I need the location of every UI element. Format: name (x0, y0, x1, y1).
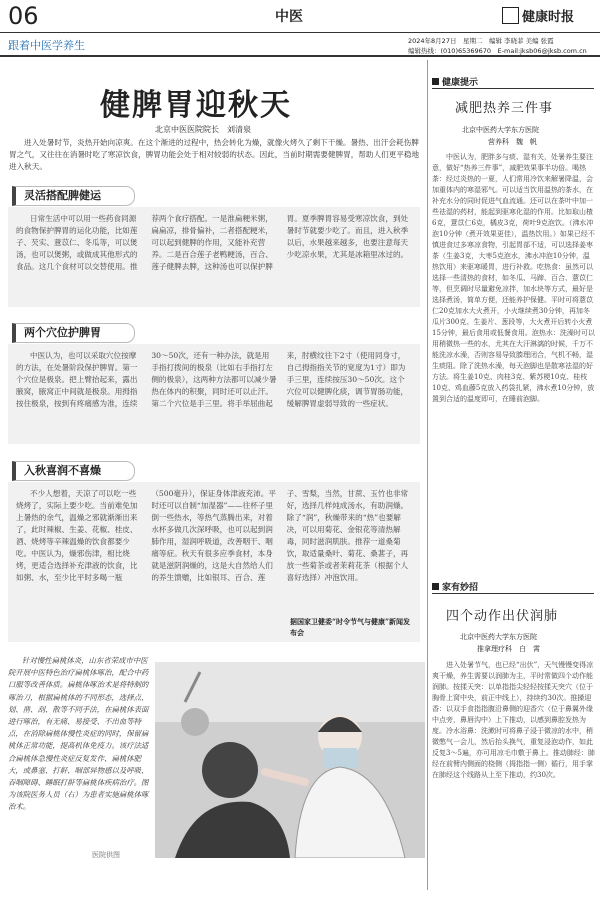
section-name: 中医 (275, 9, 303, 25)
header-divider (0, 32, 600, 33)
section3-panel (8, 482, 420, 642)
section2-text: 中医认为，也可以采取穴位按摩的方法，在处暑阶段保护脾胃。第一个穴位是极泉。把上臂抬起来，露出腋窝，腋窝正中间就是极泉。用拇指按住极泉，按到有疼痛感为准，连续30～50次，还有一种办法，就是用手指打拨间的极泉（比如右手指打左侧的极泉），这两种方法都可以减少暑热在体内的积聚，同时还可以止汗。第二个穴位是手三里。将手举屈曲起来，肘横纹往下2寸（使用同身寸，自己拇指指关节的宽度为1寸）即为手三里，连续按压30～50次。这个穴位可以健脾化痰，调节胃肠功能，缓解脾胃虚弱导致的一些症状。 (16, 351, 409, 408)
square-bullet-icon (432, 583, 439, 590)
column-name: 跟着中医学养生 (8, 39, 85, 52)
home-tips-author-line: 北京中医药大学东方医院 (460, 633, 537, 641)
photo-credit: 医院供图 (92, 851, 120, 859)
header-bottom-rule (0, 55, 600, 57)
newspaper-logo (502, 6, 574, 25)
home-tips-title: 四个动作出伏润肺 (446, 609, 559, 624)
logo-icon (502, 7, 519, 24)
square-bullet-icon (432, 78, 439, 85)
main-title: 健脾胃迎秋天 (100, 88, 292, 123)
home-tips-text: 进入处暑节气，也已经“出伏”，天气慢慢变得凉爽干燥，养生需要以润肺为主，平时常做四个动作能润肺。按揉天突：以单指指尖轻轻按揉天突穴（位于胸骨上窝中央，前正中线上），持续约30次。推搡迎香：以双手食指指腹沿鼻侧的迎香穴（位于鼻翼外缘中点旁，鼻唇沟中）上下推动，以感到鼻腔发热为度。冷水浴鼻：洗漱时可将鼻子浸于微凉的水中，稍微憋气一会儿，然后抬头换气，重复浸泡动作，如此反复3～5遍，亦可用凉毛巾敷于鼻上。推动肺经：肺经在前臂内侧面的桡侧（拇指指一侧）循行，用手掌在肺经这个线路从上至下推动，约30次。 (432, 661, 595, 779)
home-tips-rule (432, 593, 594, 594)
section1-panel (8, 207, 420, 307)
health-tip-author-name: 营养科 魏 帆 (488, 138, 537, 146)
date-line: 2024年8月27日 星期二 编辑 李晓菲 美编 张霞 (408, 37, 554, 45)
logo-text: 健康时报 (522, 10, 575, 25)
section3-source: 据国家卫健委“时令节气与健康”新闻发布会 (290, 617, 411, 637)
clinic-photo (155, 662, 425, 858)
health-tip-text: 中医认为，肥胖多与痰、湿有关，处暑养生要注意，做好“热养三件事”，减肥效果事半功倍。喝热茶：经过炎热的一夏，人们常用冷饮来解暑降温，会加重体内的寒湿邪气。可以适当饮用温热的茶水，在补充水分的同时促进气血流通。还可以在茶叶中加一些祛湿的药材，能起到驱寒化湿的作用。比如取山楂6克，薏苡仁6克，橘皮3克，荷叶9克泡饮。（沸水冲泡10分钟（煮开效果更佳），温热饮用。）如果已经不慎进食过多寒凉食物，引起胃部不适，可以选择姜枣茶（生姜3克，大枣5克泡水，沸水冲泡10分钟，温热饮用）来驱寒暖胃，进行补救。吃热食：虽然可以选择一些清热的食材，如冬瓜、马蹄、百合、薏苡仁等，但烹调时尽量避免凉拌，加水块等方式，最好是选择煮汤，简单方便，还能养护保健。平时可将薏苡仁20克加水大火煮开，小火继续煮30分钟，再加冬瓜片300克、生姜片、葱段等，大火煮开后转小火煮15分钟，最后食用或低餐食用。泡热水：洗澡时可以用稍微热一些的水，尤其在大汗淋漓的时候，千万不能洗凉水澡，否则容易导致腠理闭合，气机不畅，湿生痰阻。除了洗热水澡，每天泡脚也是散寒祛湿的好方法。将生姜10克、肉桂3克、紫苏梗10克、桂枝10克、鸡血藤5克放入药袋扎紧，沸水煮10分钟，放置到合适的温度即可，在睡前泡脚。 (432, 153, 595, 403)
health-tip-author-line: 北京中医药大学东方医院 (462, 126, 539, 134)
main-intro: 进入处暑时节，炎热开始向凉爽。在这个渐进的过程中，热会转化为燥，就像火烤久了剩下干燥。暑热、出汗会耗伤脾胃之气，又往往在消暑时吃了寒凉饮食，脾胃功能会处于相对较弱的状态。因此，当前时期需要健脾胃，帮助人们更平稳地进入秋天。 (9, 138, 420, 171)
section2-panel (8, 344, 420, 444)
page-header (0, 0, 600, 58)
page-number: 06 (8, 2, 39, 30)
section3-text: 不少人想着，天凉了可以吃一些烧烤了，实际上要少吃。当前难免加上暑热的余气，温燥之邪就渐渐出来了，此时辣椒、生姜、花椒、桂皮、酒、烧烤等辛辣温燥的饮食都要少吃。中医认为，燥邪伤津，相比烧烤，更适合选择补充津液的饮食，比如粥、水，至少比平时多喝一瓶（500毫升），保证身体津液充沛。平时还可以自制“加湿器”——往杯子里倒一些热水，等热气蒸腾出来，对着水杯多做几次深呼吸，也可以起到润肺作用，湿润呼吸道，改善咽干、咽痛等症。秋天有很多应季食材，本身就是滋阴润燥的，这是大自然给人们的养生馈赠，比如银耳、百合、莲子、雪梨，当然，甘蔗、玉竹也非常好，选择几样炖成汤水，有助润燥。除了“润”，秋燥带来的“热”也要解决，可以用菊花、金银花等清热解毒，同时滋润肌肤。推荐一道桑菊饮，取适量桑叶、菊花、桑葚子，再放一些菊茶或者茉莉花茶（根据个人喜好选择）冲泡饮用。 (16, 489, 409, 582)
column-divider (427, 60, 428, 890)
section3-heading: 入秋喜润不喜燥 (12, 461, 135, 481)
section2-heading: 两个穴位护脾胃 (12, 323, 135, 343)
health-tip-rule (432, 88, 594, 89)
health-tip-tag-label: 健康提示 (442, 78, 479, 88)
hotline: 编辑热线：(010)65369670 E-mail:jksb06@jksb.com.cn (408, 47, 587, 55)
section1-text: 日常生活中可以用一些药食同源的食物保护脾胃的运化功能，比如莲子、芡实、薏苡仁、冬瓜等，可以煲汤，也可以煲粥，或做成其他形式的食品。这几个食材可以交替使用。推荐两个食疗搭配。一是淮扁粳米粥，扁扁凉，排骨偏补，二者搭配粳米，可以起到健脾的作用，又能补充营养。二是百合莲子老鸭粳汤，百合、莲子健脾去脾，这种汤也可以保护脾胃。夏季脾胃容易受寒凉饮食，到处暑时节就要少吃了。而且，进入秋季以后，水果越来越多，也要注意每天少吃凉水果，尤其是冰箱里冰过的。 (16, 214, 409, 271)
home-tips-author-name: 推拿理疗科 白 霄 (477, 645, 540, 653)
home-tips-tag-label: 家有妙招 (442, 583, 479, 593)
home-tips-tag (432, 580, 478, 593)
diagnosis-note: 针对慢性扁桃体炎，山东省荣成市中医院开展中医特色治疗扁桃体啄治，配合中药口服等改善体质。扁桃体啄治术是将特制的啄治刀，根据扁桃体的不同形态，选择点、划、凿、刮、散等不同手法，在扁桃体表面进行啄治，有无痛、易接受、不出血等特点，在消除扁桃体慢性炎症的同时，保留扁桃体正常功能，提高机体免疫力。该疗法适合扁桃体急慢性炎症反复发作、扁桃体肥大，或鼻塞、打鼾、咽部异物感以及呼吸、吞咽障碍、睡眠打鼾等扁桃体疾病治疗。图为该院医务人员（右）为患者实施扁桃体啄治术。 (8, 656, 149, 812)
section1-heading: 灵活搭配脾健运 (12, 186, 135, 206)
health-tip-tag (432, 75, 478, 88)
clinic-photo-illustration (155, 662, 425, 858)
health-tip-title: 减肥热养三件事 (455, 101, 554, 116)
main-author: 北京中医医院院长 刘清泉 (155, 125, 251, 134)
